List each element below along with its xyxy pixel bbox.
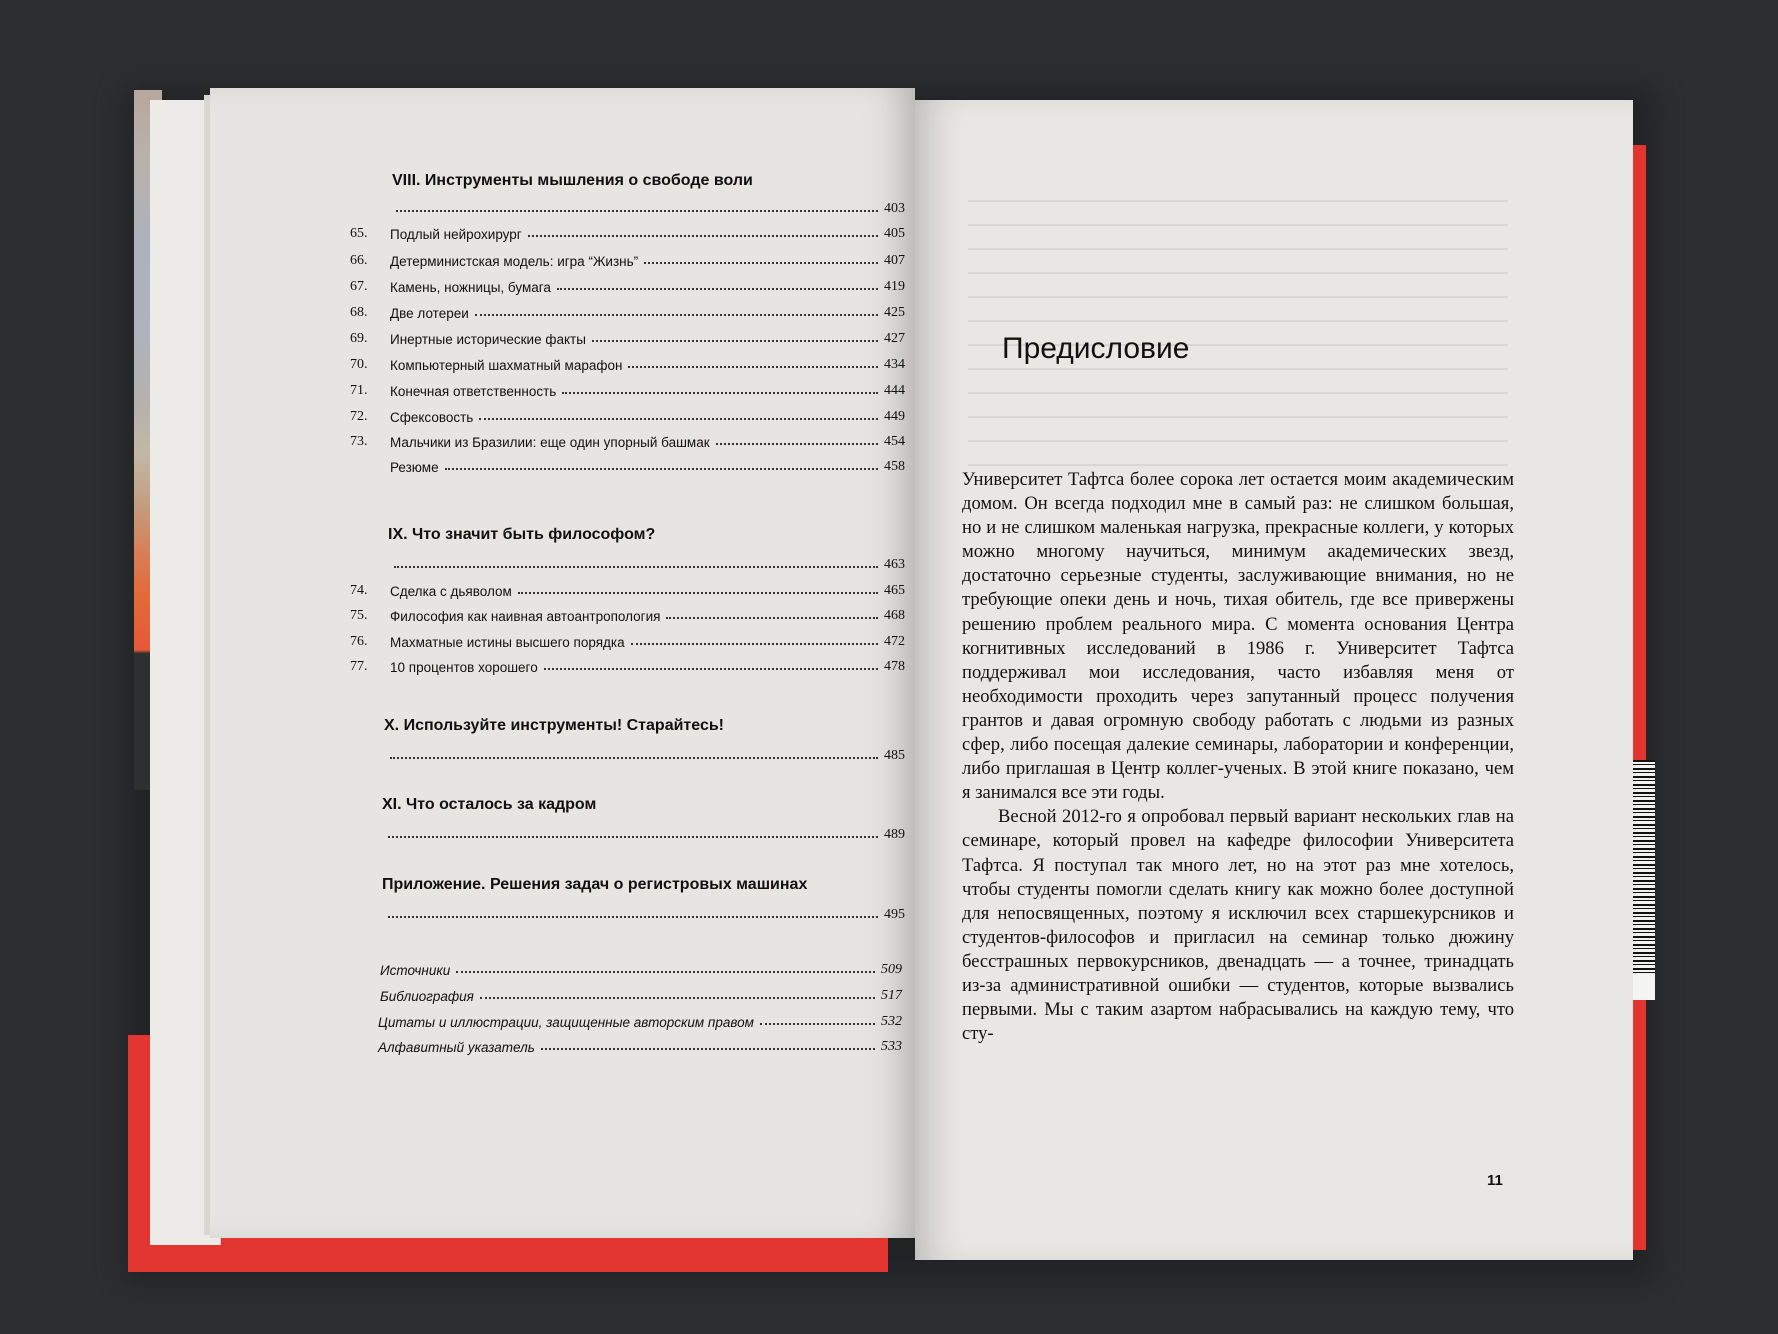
toc-row: 489 xyxy=(382,821,905,843)
toc-row: 67. Камень, ножницы, бумага 419 xyxy=(350,279,905,295)
toc-row: 73. Мальчики из Бразилии: еще один упорный башмак 454 xyxy=(350,434,905,450)
barcode-icon xyxy=(1633,760,1655,975)
toc-row: Источники 509 xyxy=(380,962,902,978)
section-title: IX. Что значит быть философом? xyxy=(388,526,656,543)
toc-row: 71. Конечная ответственность 444 xyxy=(350,383,905,399)
section-title: VIII. Инструменты мышления о свободе воли xyxy=(392,172,753,189)
toc-row: 76. Махматные истины высшего порядка 472 xyxy=(350,634,905,650)
toc-row: 77. 10 процентов хорошего 478 xyxy=(350,659,905,675)
page-number: 11 xyxy=(1487,1172,1503,1189)
toc-row: 403 xyxy=(390,195,905,217)
toc-row: 69. Инертные исторические факты 427 xyxy=(350,331,905,347)
toc-row: 68. Две лотереи 425 xyxy=(350,305,905,321)
toc-row: 75. Философия как наивная автоантропология 468 xyxy=(350,608,905,624)
paragraph: Университет Тафтса более сорока лет остается моим академическим домом. Он всегда подходил мне в самый раз: не слишком большая, но и не слишком маленькая нагрузка, прекрасные коллеги, у которых можно многому научиться, минимум академических звезд, достаточно серьезные студенты, заслуживающие внимания, но не требующие опеки день и ночь, тихая обитель, где все привержены решению проблем реального мира. С момента основания Центра когнитивных исследований в 1986 г. Университет Тафтса поддерживал мои исследования, часто избавляя меня от необходимости проходить через запутанный процесс получения грантов и давая огромную свободу работать с людьми из разных сфер, либо посещая далекие семинары, лаборатории и конференции, либо приглашая в Центр коллег-ученых. В этой книге показано, чем я занимался все эти годы. xyxy=(962,469,1514,804)
toc-row: 66. Детерминистская модель: игра “Жизнь” 407 xyxy=(350,253,905,269)
section-title: XI. Что осталось за кадром xyxy=(382,796,597,813)
toc-row: 74. Сделка с дьяволом 465 xyxy=(350,583,905,599)
toc-row: 485 xyxy=(384,742,905,764)
page-title: Предисловие xyxy=(1002,332,1190,365)
body-text xyxy=(962,468,1514,1046)
barcode-label xyxy=(1633,975,1655,1000)
section-title: X. Используйте инструменты! Старайтесь! xyxy=(384,717,725,734)
toc-row: Цитаты и иллюстрации, защищенные авторским правом 532 xyxy=(378,1014,902,1030)
section-title: Приложение. Решения задач о регистровых машинах xyxy=(382,876,808,893)
toc-row: Библиография 517 xyxy=(380,988,902,1004)
toc-row: 70. Компьютерный шахматный марафон 434 xyxy=(350,357,905,373)
toc-row: 65. Подлый нейрохирург 405 xyxy=(350,226,905,242)
toc-row: 463 xyxy=(388,551,905,573)
toc-row: Алфавитный указатель 533 xyxy=(378,1039,902,1055)
toc-row: Резюме 458 xyxy=(390,459,905,475)
toc-row: 495 xyxy=(382,901,905,923)
paragraph: Весной 2012-го я опробовал первый вариант нескольких глав на семинаре, который провел на кафедре философии Университета Тафтса. Я поступал так много лет, но на этот раз мне хотелось, чтобы студенты помогли сделать книгу как можно более доступной для непосвященных, поэтому я исключил всех старшекурсников и студентов-философов и пригласил на семинар только дюжину бесстрашных первокурсников, двенадцать — а точнее, тринадцать из-за административной ошибки — студентов, которые вызвались первыми. Мы с таким азартом набрасывались на каждую тему, что сту- xyxy=(962,806,1514,1045)
toc-row: 72. Сфексовость 449 xyxy=(350,409,905,425)
